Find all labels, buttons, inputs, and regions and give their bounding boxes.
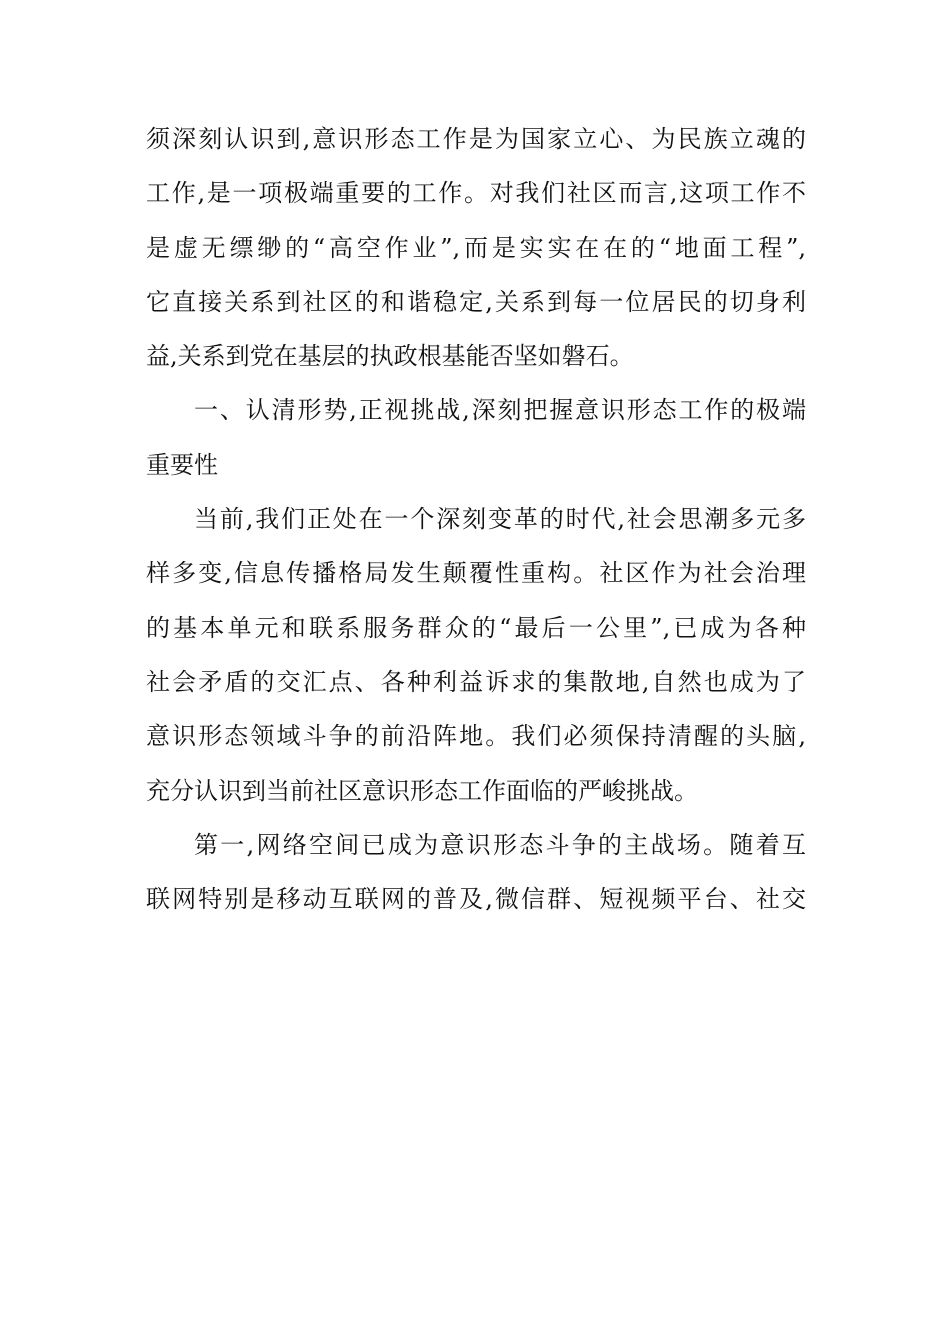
text-line: 它直接关系到社区的和谐稳定,关系到每一位居民的切身利 bbox=[146, 287, 806, 316]
text-line: 样多变,信息传播格局发生颠覆性重构。社区作为社会治理 bbox=[146, 559, 806, 588]
section-heading-line: 重要性 bbox=[146, 450, 218, 479]
text-line: 是虚无缥缈的“高空作业”,而是实实在在的“地面工程”, bbox=[146, 233, 806, 262]
text-line: 联网特别是移动互联网的普及,微信群、短视频平台、社交 bbox=[146, 885, 806, 914]
section-heading-line: 一、认清形势,正视挑战,深刻把握意识形态工作的极端 bbox=[194, 396, 806, 425]
text-line: 益,关系到党在基层的执政根基能否坚如磐石。 bbox=[146, 342, 634, 371]
document-body bbox=[146, 112, 806, 926]
text-line: 的基本单元和联系服务群众的“最后一公里”,已成为各种 bbox=[146, 613, 806, 642]
text-line: 须深刻认识到,意识形态工作是为国家立心、为民族立魂的 bbox=[146, 125, 806, 153]
text-line: 第一,网络空间已成为意识形态斗争的主战场。随着互 bbox=[194, 830, 806, 859]
text-line: 当前,我们正处在一个深刻变革的时代,社会思潮多元多 bbox=[194, 505, 806, 534]
text-line: 充分认识到当前社区意识形态工作面临的严峻挑战。 bbox=[146, 776, 698, 805]
text-line: 社会矛盾的交汇点、各种利益诉求的集散地,自然也成为了 bbox=[146, 667, 806, 696]
text-line: 意识形态领域斗争的前沿阵地。我们必须保持清醒的头脑, bbox=[146, 722, 806, 751]
text-line: 工作,是一项极端重要的工作。对我们社区而言,这项工作不 bbox=[146, 179, 806, 208]
